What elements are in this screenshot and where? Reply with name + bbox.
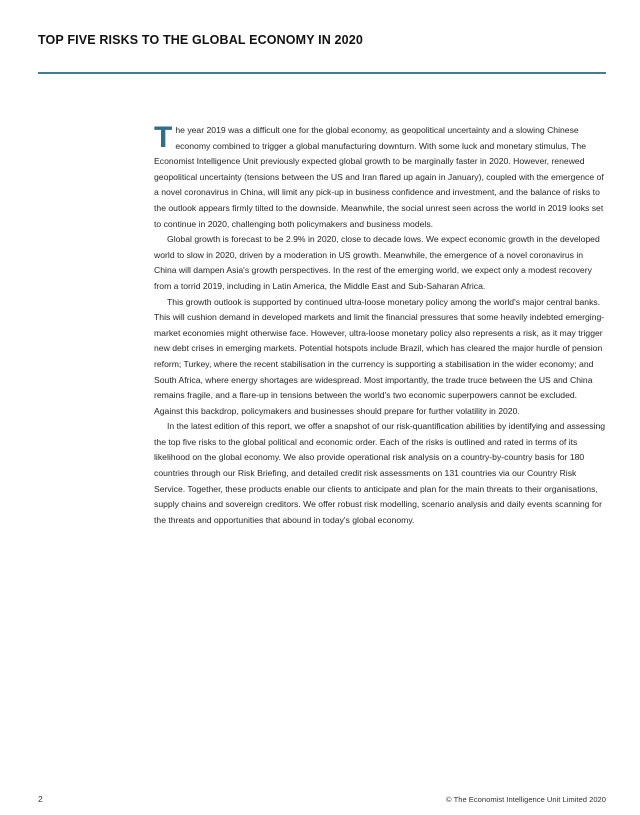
paragraph-4: In the latest edition of this report, we offer a snapshot of our risk-quantification abilities by identifying and assessing the top five risks to the global political and economic order. Each of the risks is outlined and rated in terms of its likelihood on the global economy. We also provide operational risk analysis on a country-by-country basis for 180 countries through our Risk Briefing, and detailed credit risk assessments on 131 countries via our Country Risk Service. Together, these products enable our clients to anticipate and plan for the main threats to their organisations, supply chains and sovereign creditors. We offer robust risk modelling, scenario analysis and daily events scanning for the threats and opportunities that abound in today's global economy. (154, 421, 606, 525)
paragraph-1 (154, 123, 607, 232)
drop-cap: T (154, 121, 173, 154)
paragraph-1-text: he year 2019 was a difficult one for the global economy, as geopolitical uncertainty and a slowing Chinese economy combined to trigger a global manufacturing downturn. With some luck and monetary stimulus, The Economist Intelligence Unit previously expected global growth to be marginally faster in 2020. However, renewed geopolitical uncertainty (tensions between the US and Iran flared up again in January), coupled with the emergence of a novel coronavirus in China, will limit any pick-up in business confidence and investment, and the balance of risks to the outlook appears firmly tilted to the downside. Meanwhile, the social unrest seen across the world in 2019 looks set to continue in 2020, challenging both policymakers and business models. (154, 125, 604, 229)
copyright-notice: © The Economist Intelligence Unit Limited 2020 (446, 795, 606, 804)
paragraph-3: This growth outlook is supported by continued ultra-loose monetary policy among the world's major central banks. This will cushion demand in developed markets and limit the financial pressures that some heavily indebted emerging-market economies might otherwise face. However, ultra-loose monetary policy also represents a risk, as it may trigger new debt crises in emerging markets. Potential hotspots include Brazil, which has cleared the major hurdle of pension reform; Turkey, where the recent stabilisation in the currency is supporting a stabilisation in the wider economy; and South Africa, where energy shortages are widespread. Most importantly, the trade truce between the US and China remains fragile, and a flare-up in tensions between the world's two economic superpowers cannot be excluded. Against this backdrop, policymakers and businesses should prepare for further volatility in 2020. (154, 296, 605, 416)
paragraph-2: Global growth is forecast to be 2.9% in 2020, close to decade lows. We expect economic growth in the developed world to slow in 2020, driven by a moderation in US growth. Meanwhile, the emergence of a novel coronavirus in China will dampen Asia's growth perspectives. In the rest of the emerging world, we expect only a modest recovery from a torrid 2019, including in Latin America, the Middle East and Sub-Saharan Africa. (154, 234, 600, 291)
page-title: TOP FIVE RISKS TO THE GLOBAL ECONOMY IN 2020 (38, 33, 363, 47)
header-divider (38, 72, 606, 74)
page-number: 2 (38, 794, 43, 804)
article-body (154, 123, 607, 528)
